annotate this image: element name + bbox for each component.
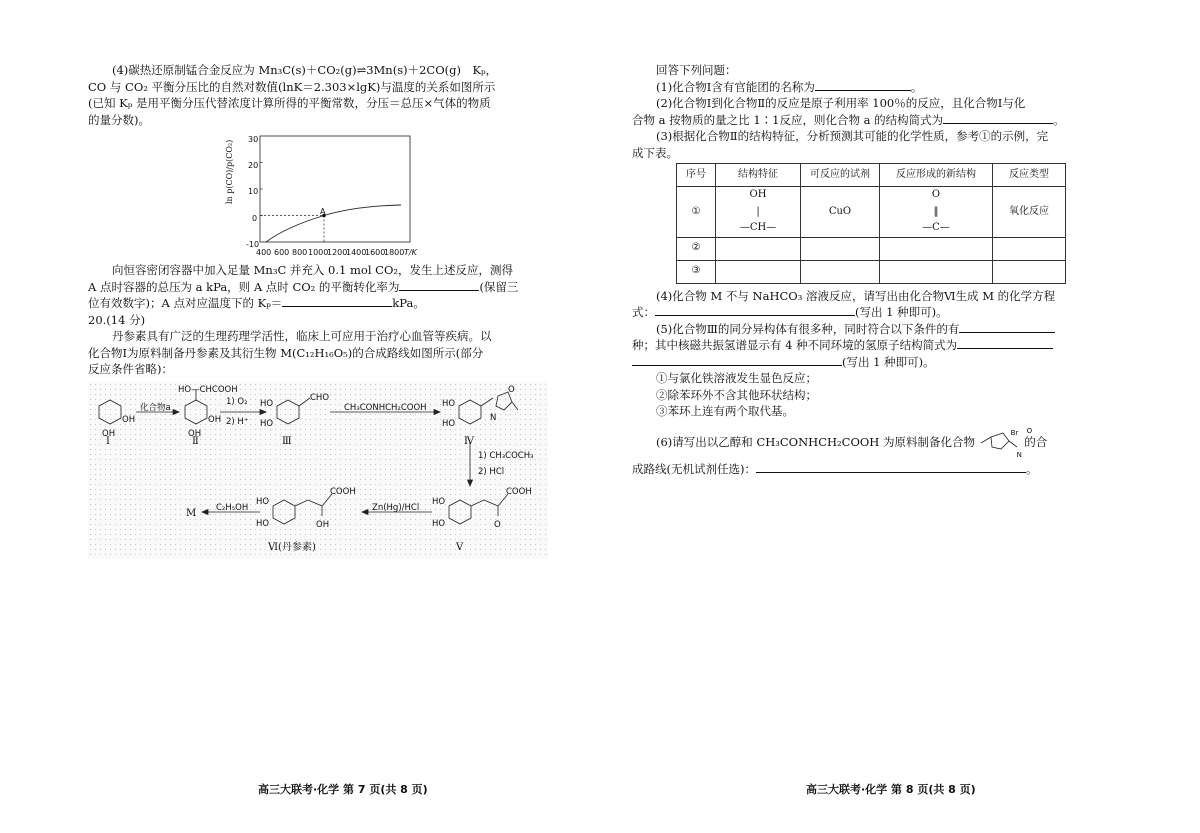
table-cell[interactable] [880, 237, 993, 260]
ln-ratio-graph [226, 132, 426, 260]
compound-label: Ⅰ [106, 435, 110, 447]
q5: (5)化合物Ⅲ的同分异构体有很多种，同时符合以下条件的有 [632, 321, 1114, 338]
table-header: 可反应的试剂 [801, 164, 880, 187]
synthesis-scheme [88, 382, 548, 559]
compound-label: Ⅱ [192, 435, 199, 447]
table-header: 结构特征 [716, 164, 801, 187]
x-tick: 1200 [327, 248, 348, 257]
q4-text: (已知 Kₚ 是用平衡分压代替浓度计算所得的平衡常数，分压＝总压×气体的物质 [88, 96, 491, 110]
intro: 回答下列问题： [656, 63, 737, 77]
x-tick: 800 [292, 248, 308, 257]
point-label: A [320, 207, 326, 216]
y-tick: -10 [246, 240, 260, 249]
group-label: HO [432, 496, 446, 507]
q4-text: 的量分数)。 [88, 112, 150, 127]
table-cell[interactable] [716, 237, 801, 260]
property-table [676, 163, 1066, 284]
x-tick: 1000 [308, 248, 329, 257]
table-header: 反应形成的新结构 [880, 164, 993, 187]
y-tick: 20 [248, 161, 259, 170]
q6: 成路线(无机试剂任选)： 。 [632, 461, 1038, 476]
group-label: HO [260, 418, 274, 429]
group-label: O [494, 519, 501, 530]
q2: (2)化合物Ⅰ到化合物Ⅱ的反应是原子利用率 100％的反应，且化合物Ⅰ与化 [656, 96, 1026, 110]
group-label: OH [316, 519, 330, 530]
reagent-label: 1) O₂ [226, 396, 248, 407]
x-tick: 1400 [346, 248, 367, 257]
group-label: OH [208, 414, 222, 425]
table-cell: CuO [801, 187, 880, 238]
q6: (6)请写出以乙醇和 CH₃CONHCH₂COOH 为原料制备化合物 Br O N 的合 [656, 426, 1048, 459]
x-tick: 400 [256, 248, 272, 257]
table-cell[interactable] [716, 260, 801, 283]
reagent-label: C₂H₅OH [216, 502, 249, 513]
table-header: 反应类型 [993, 164, 1066, 187]
table-cell: ③ [677, 260, 716, 283]
question-heading: 20.(14 分) [88, 312, 146, 327]
group-label: OH [188, 428, 202, 439]
footer-left: 高三大联考·化学 第 7 页(共 8 页) [258, 783, 428, 796]
table-cell: OH | —CH— [716, 187, 801, 238]
group-label: HO [442, 398, 456, 409]
y-tick: 10 [248, 187, 259, 196]
table-cell: ① [677, 187, 716, 238]
table-cell[interactable] [801, 260, 880, 283]
table-cell: ② [677, 237, 716, 260]
answer-blank[interactable] [655, 304, 855, 316]
paragraph: 反应条件省略)： [88, 362, 173, 376]
reagent-label: CH₃CONHCH₂COOH [344, 402, 427, 413]
group-label: HO [442, 418, 456, 429]
table-cell[interactable] [993, 260, 1066, 283]
y-axis-label: ln p(CO)/p(CO₂) [225, 139, 234, 204]
table-cell[interactable] [880, 260, 993, 283]
paragraph: A 点时容器的总压为 a kPa，则 A 点时 CO₂ 的平衡转化率为 (保留三 [88, 279, 519, 294]
reagent-label: 2) H⁺ [226, 416, 249, 427]
compound-label: Ⅵ(丹参素) [268, 541, 316, 553]
group-label: COOH [506, 486, 532, 497]
q3: (3)根据化合物Ⅱ的结构特征，分析预测其可能的化学性质，参考①的示例，完 [656, 129, 1049, 143]
answer-blank[interactable] [959, 321, 1055, 333]
paragraph: 化合物Ⅰ为原料制备丹参素及其衍生物 M(C₁₂H₁₆O₅)的合成路线如图所示(部分 [88, 345, 484, 360]
paragraph: 丹参素具有广泛的生理药理学活性，临床上可应用于治疗心血管等疾病。以 [112, 329, 492, 343]
group-label: OH [102, 428, 116, 439]
y-tick: 0 [252, 214, 258, 223]
footer-right: 高三大联考·化学 第 8 页(共 8 页) [806, 783, 976, 796]
q5: (写出 1 种即可)。 [632, 354, 1114, 371]
x-tick: 1800 [384, 248, 405, 257]
table-header: 序号 [677, 164, 716, 187]
group-label: COOH [330, 486, 356, 497]
condition: ②除苯环外不含其他环状结构； [656, 387, 817, 402]
reagent-label: Zn(Hg)/HCl [372, 502, 420, 513]
reagent-label: 2) HCl [478, 466, 505, 477]
compound-label: M [186, 507, 197, 519]
table-cell[interactable] [993, 237, 1066, 260]
table-row [677, 237, 1066, 260]
group-label: HO—CHCOOH [178, 384, 238, 395]
x-tick: 1600 [365, 248, 386, 257]
x-axis-unit: T/K [404, 248, 417, 257]
q4: 式： (写出 1 种即可)。 [632, 305, 948, 319]
table-cell: 氧化反应 [993, 187, 1066, 238]
left-page [88, 62, 588, 559]
paragraph: 位有效数字)；A 点对应温度下的 Kₚ＝ kPa。 [88, 296, 425, 310]
answer-blank[interactable] [957, 337, 1053, 349]
table-cell[interactable] [801, 237, 880, 260]
q2: 合物 a 按物质的量之比 1∶1反应，则化合物 a 的结构简式为 。 [632, 112, 1065, 127]
q1: (1)化合物Ⅰ含有官能团的名称为 。 [656, 79, 923, 94]
group-label: HO [432, 518, 446, 529]
group-label: O [508, 384, 515, 395]
compound-label: Ⅲ [282, 435, 292, 447]
q4-text: CO 与 CO₂ 平衡分压比的自然对数值(lnK＝2.303×lgK)与温度的关系如图所示 [88, 79, 496, 94]
q4-text: (4)碳热还原制锰合金反应为 Mn₃C(s)＋CO₂(g)⇌3Mn(s)＋2CO(g) Kₚ， [112, 63, 498, 77]
answer-blank[interactable] [815, 79, 911, 91]
answer-blank[interactable] [399, 279, 479, 291]
paragraph: 向恒容密闭容器中加入足量 Mn₃C 并充入 0.1 mol CO₂，发生上述反应，测得 [112, 263, 513, 277]
q4: (4)化合物 M 不与 NaHCO₃ 溶液反应，请写出由化合物Ⅵ生成 M 的化学方程 [656, 288, 1056, 303]
target-structure: Br O N [979, 435, 1021, 451]
right-page [632, 62, 1114, 477]
answer-blank[interactable] [632, 354, 842, 366]
answer-blank[interactable] [282, 295, 392, 307]
group-label: N [490, 412, 497, 423]
answer-blank[interactable] [756, 461, 1026, 473]
group-label: CHO [310, 392, 330, 403]
table-cell: O ‖ —C— [880, 187, 993, 238]
group-label: OH [122, 414, 136, 425]
group-label: HO [256, 518, 270, 529]
answer-blank[interactable] [943, 112, 1053, 124]
reagent-label: 化合物a [140, 402, 171, 413]
q5: 种；其中核磁共振氢谱显示有 4 种不同环境的氢原子结构简式为 [632, 337, 1114, 354]
table-row [677, 260, 1066, 283]
group-label: HO [256, 496, 270, 507]
condition: ①与氯化铁溶液发生显色反应； [656, 371, 817, 385]
y-tick: 30 [248, 135, 259, 144]
reagent-label: 1) CH₃COCH₃ [478, 450, 534, 461]
table-header-row [677, 164, 1066, 187]
compound-label: Ⅳ [464, 435, 474, 447]
compound-label: Ⅴ [456, 541, 464, 553]
condition: ③苯环上连有两个取代基。 [656, 404, 794, 418]
group-label: HO [260, 398, 274, 409]
x-tick: 600 [274, 248, 290, 257]
table-row [677, 187, 1066, 238]
q3: 成下表。 [632, 145, 678, 160]
